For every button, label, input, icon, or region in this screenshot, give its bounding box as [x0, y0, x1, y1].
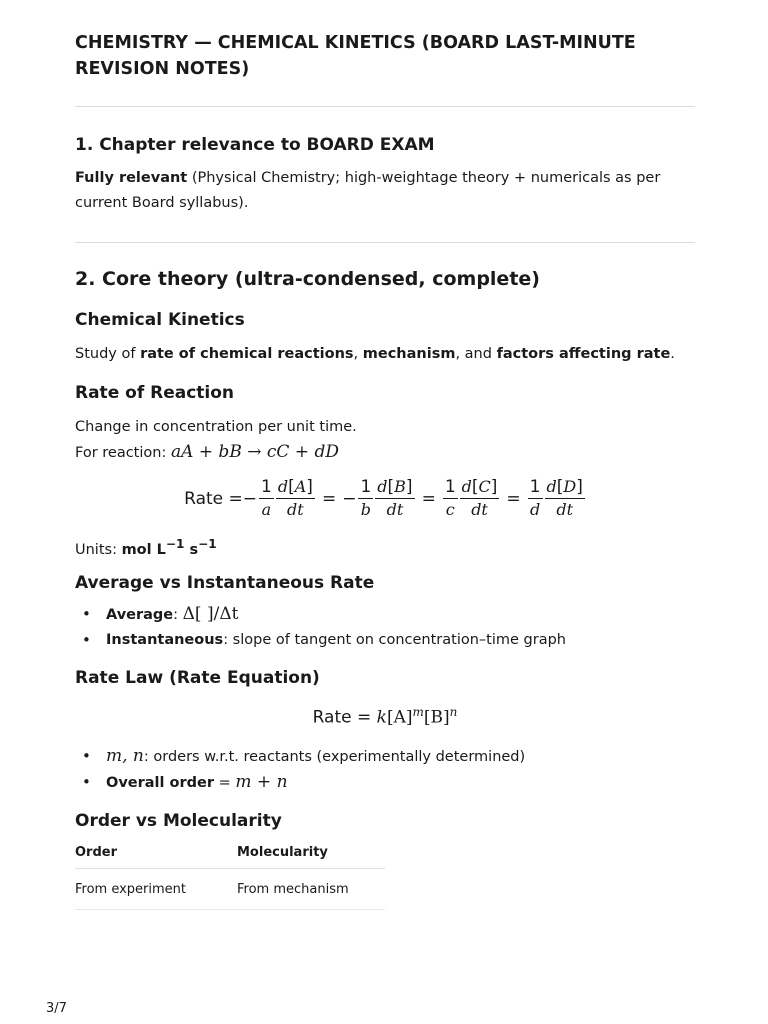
fraction: $\frac{d[D]}{dt}$	[546, 477, 583, 519]
math-span: m, n	[106, 746, 144, 766]
fraction: $\frac{1}{c}$	[444, 477, 456, 519]
text-span: Rate =	[312, 707, 377, 728]
table-header-row	[75, 836, 385, 869]
rate-equation: Rate =− $\frac{1}{a}$ $\frac{d[A]}{dt}$ = − $\frac{1}{b}$ $\frac{d[B]}{dt}$ = $\frac{1}{c}$ $\frac{d[C]}{dt}$ = $\frac{1}{d}$ $\frac{d[D]}{dt}$	[184, 477, 583, 519]
rate-units	[75, 532, 695, 563]
text-span: : slope of tangent on concentration–time graph	[223, 632, 566, 648]
math-span: Δ[ ]/Δt	[182, 604, 239, 624]
unit-s: s	[184, 541, 199, 558]
fraction: $\frac{d[B]}{dt}$	[377, 477, 413, 519]
math-span: [A]	[386, 707, 413, 728]
list-item	[75, 628, 695, 653]
unit-exponent: −1	[165, 537, 185, 551]
fraction: $\frac{1}{b}$	[360, 477, 372, 519]
text-span: , and	[455, 346, 497, 362]
fraction: $\frac{1}{a}$	[261, 477, 272, 519]
page-number: 3/7	[46, 1001, 67, 1016]
text-span: For reaction:	[75, 445, 171, 461]
rate-definition: Change in concentration per unit time.	[75, 419, 357, 435]
math-span: m	[412, 705, 424, 719]
section1-heading: 1. Chapter relevance to BOARD EXAM	[75, 135, 435, 155]
math-span: k	[376, 707, 387, 728]
unit-exponent: −1	[198, 537, 217, 551]
text-span: : orders w.r.t. reactants (experimentally determined)	[143, 749, 526, 765]
fraction: $\frac{d[C]}{dt}$	[461, 477, 498, 519]
section1-text	[75, 166, 695, 216]
bold-span: Average	[106, 607, 174, 623]
bold-span: Instantaneous	[106, 632, 224, 648]
bold-span: factors affecting rate	[496, 346, 671, 362]
bold-span: rate of chemical reactions	[140, 346, 354, 362]
bold-span: mechanism	[362, 346, 456, 362]
section2-heading: 2. Core theory (ultra-condensed, complete)	[75, 268, 540, 290]
page-title: CHEMISTRY — CHEMICAL KINETICS (BOARD LAST-MINUTE REVISION NOTES)	[75, 33, 636, 79]
text-span: Units:	[75, 541, 122, 558]
column-header-order: Order	[75, 836, 237, 869]
relevance-bold: Fully relevant	[75, 170, 188, 186]
avg-list	[75, 602, 695, 653]
table-cell: From experiment	[75, 869, 237, 910]
text-span: :	[173, 607, 183, 623]
list-item	[75, 744, 695, 770]
rate-law-equation	[75, 705, 695, 728]
math-span: m + n	[235, 772, 288, 792]
column-header-molecularity: Molecularity	[237, 836, 385, 869]
ratelaw-heading: Rate Law (Rate Equation)	[75, 668, 320, 688]
rate-heading: Rate of Reaction	[75, 383, 235, 403]
divider	[75, 106, 695, 107]
order-table	[75, 836, 385, 910]
order-heading: Order vs Molecularity	[75, 811, 282, 831]
reaction-equation: aA + bB → cC + dD	[170, 442, 339, 462]
list-item	[75, 770, 695, 796]
divider	[75, 242, 695, 243]
text-span: =	[214, 775, 236, 791]
bold-span: Overall order	[106, 775, 215, 791]
ratelaw-list	[75, 744, 695, 796]
text-span: .	[670, 346, 675, 362]
avg-heading: Average vs Instantaneous Rate	[75, 573, 375, 593]
list-item	[75, 602, 695, 628]
table-row	[75, 869, 385, 910]
fraction: $\frac{d[A]}{dt}$	[277, 477, 313, 519]
math-span: n	[449, 705, 458, 719]
reaction-line	[75, 440, 695, 466]
text-span: ,	[353, 346, 363, 362]
unit-mol: mol L	[121, 541, 166, 558]
text-span: Study of	[75, 346, 141, 362]
fraction: $\frac{1}{d}$	[529, 477, 541, 519]
relevance-text: (Physical Chemistry; high-weightage theory + numericals as per current Board syllabus).	[75, 170, 661, 211]
rate-label: Rate =	[184, 488, 243, 509]
table-cell: From mechanism	[237, 869, 385, 910]
kinetics-heading: Chemical Kinetics	[75, 310, 245, 330]
math-span: [B]	[423, 707, 450, 728]
kinetics-text	[75, 342, 695, 367]
